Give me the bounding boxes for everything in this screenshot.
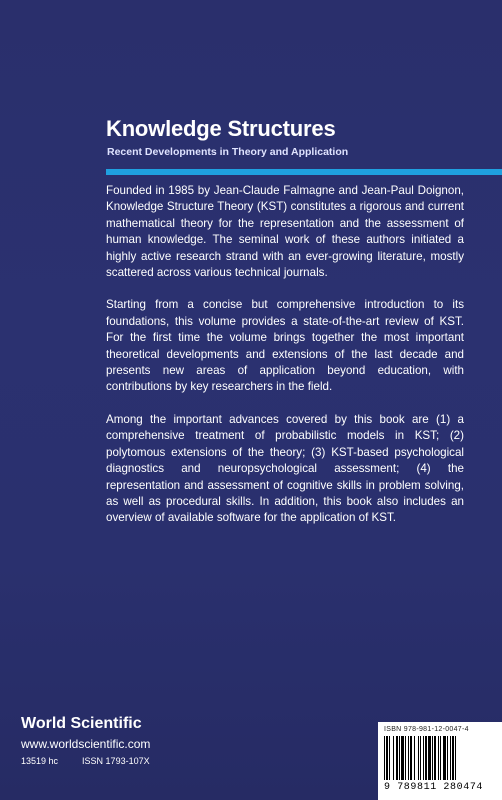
isbn-label: ISBN 978-981-12-0047-4 <box>384 726 469 733</box>
barcode-bar <box>456 736 459 780</box>
issn-code: ISSN 1793-107X <box>82 756 150 766</box>
blurb-paragraph-3: Among the important advances covered by this book are (1) a comprehensive treatment of probabilistic models in KST; (2) polytomous extensions of the theory; (3) KST-based psychological diagnostics and neuropsychological assessment; (4) the representation and assessment of cognitive skills in problem solving, as well as procedural skills. In addition, this book also includes an overview of available software for the application of KST. <box>106 412 464 525</box>
accent-rule <box>106 169 502 175</box>
book-subtitle: Recent Developments in Theory and Application <box>107 146 349 158</box>
isbn-digits: 9 789811 280474 <box>384 782 484 793</box>
publisher-name: World Scientific <box>21 715 142 732</box>
blurb-text <box>106 183 464 543</box>
barcode-bars <box>384 736 496 780</box>
publisher-url: www.worldscientific.com <box>21 737 151 751</box>
blurb-paragraph-1: Founded in 1985 by Jean-Claude Falmagne and Jean-Paul Doignon, Knowledge Structure Theory (KST) constitutes a rigorous and current mathematical theory for the representation and the assessment of human knowledge. The seminal work of these authors initiated a highly active research strand with an ever-growing literature, mostly scattered across various technical journals. <box>106 184 464 280</box>
book-title: Knowledge Structures <box>106 116 336 141</box>
blurb-paragraph-2: Starting from a concise but comprehensive introduction to its foundations, this volume provides a state-of-the-art review of KST. For the first time the volume brings together the most important theoretical developments and extensions of the last decade and presents new areas of application beyond education, with contributions by key researchers in the field. <box>106 298 464 394</box>
catalog-code: 13519 hc <box>21 756 59 766</box>
barcode <box>378 722 502 800</box>
publisher-codes <box>21 756 174 766</box>
